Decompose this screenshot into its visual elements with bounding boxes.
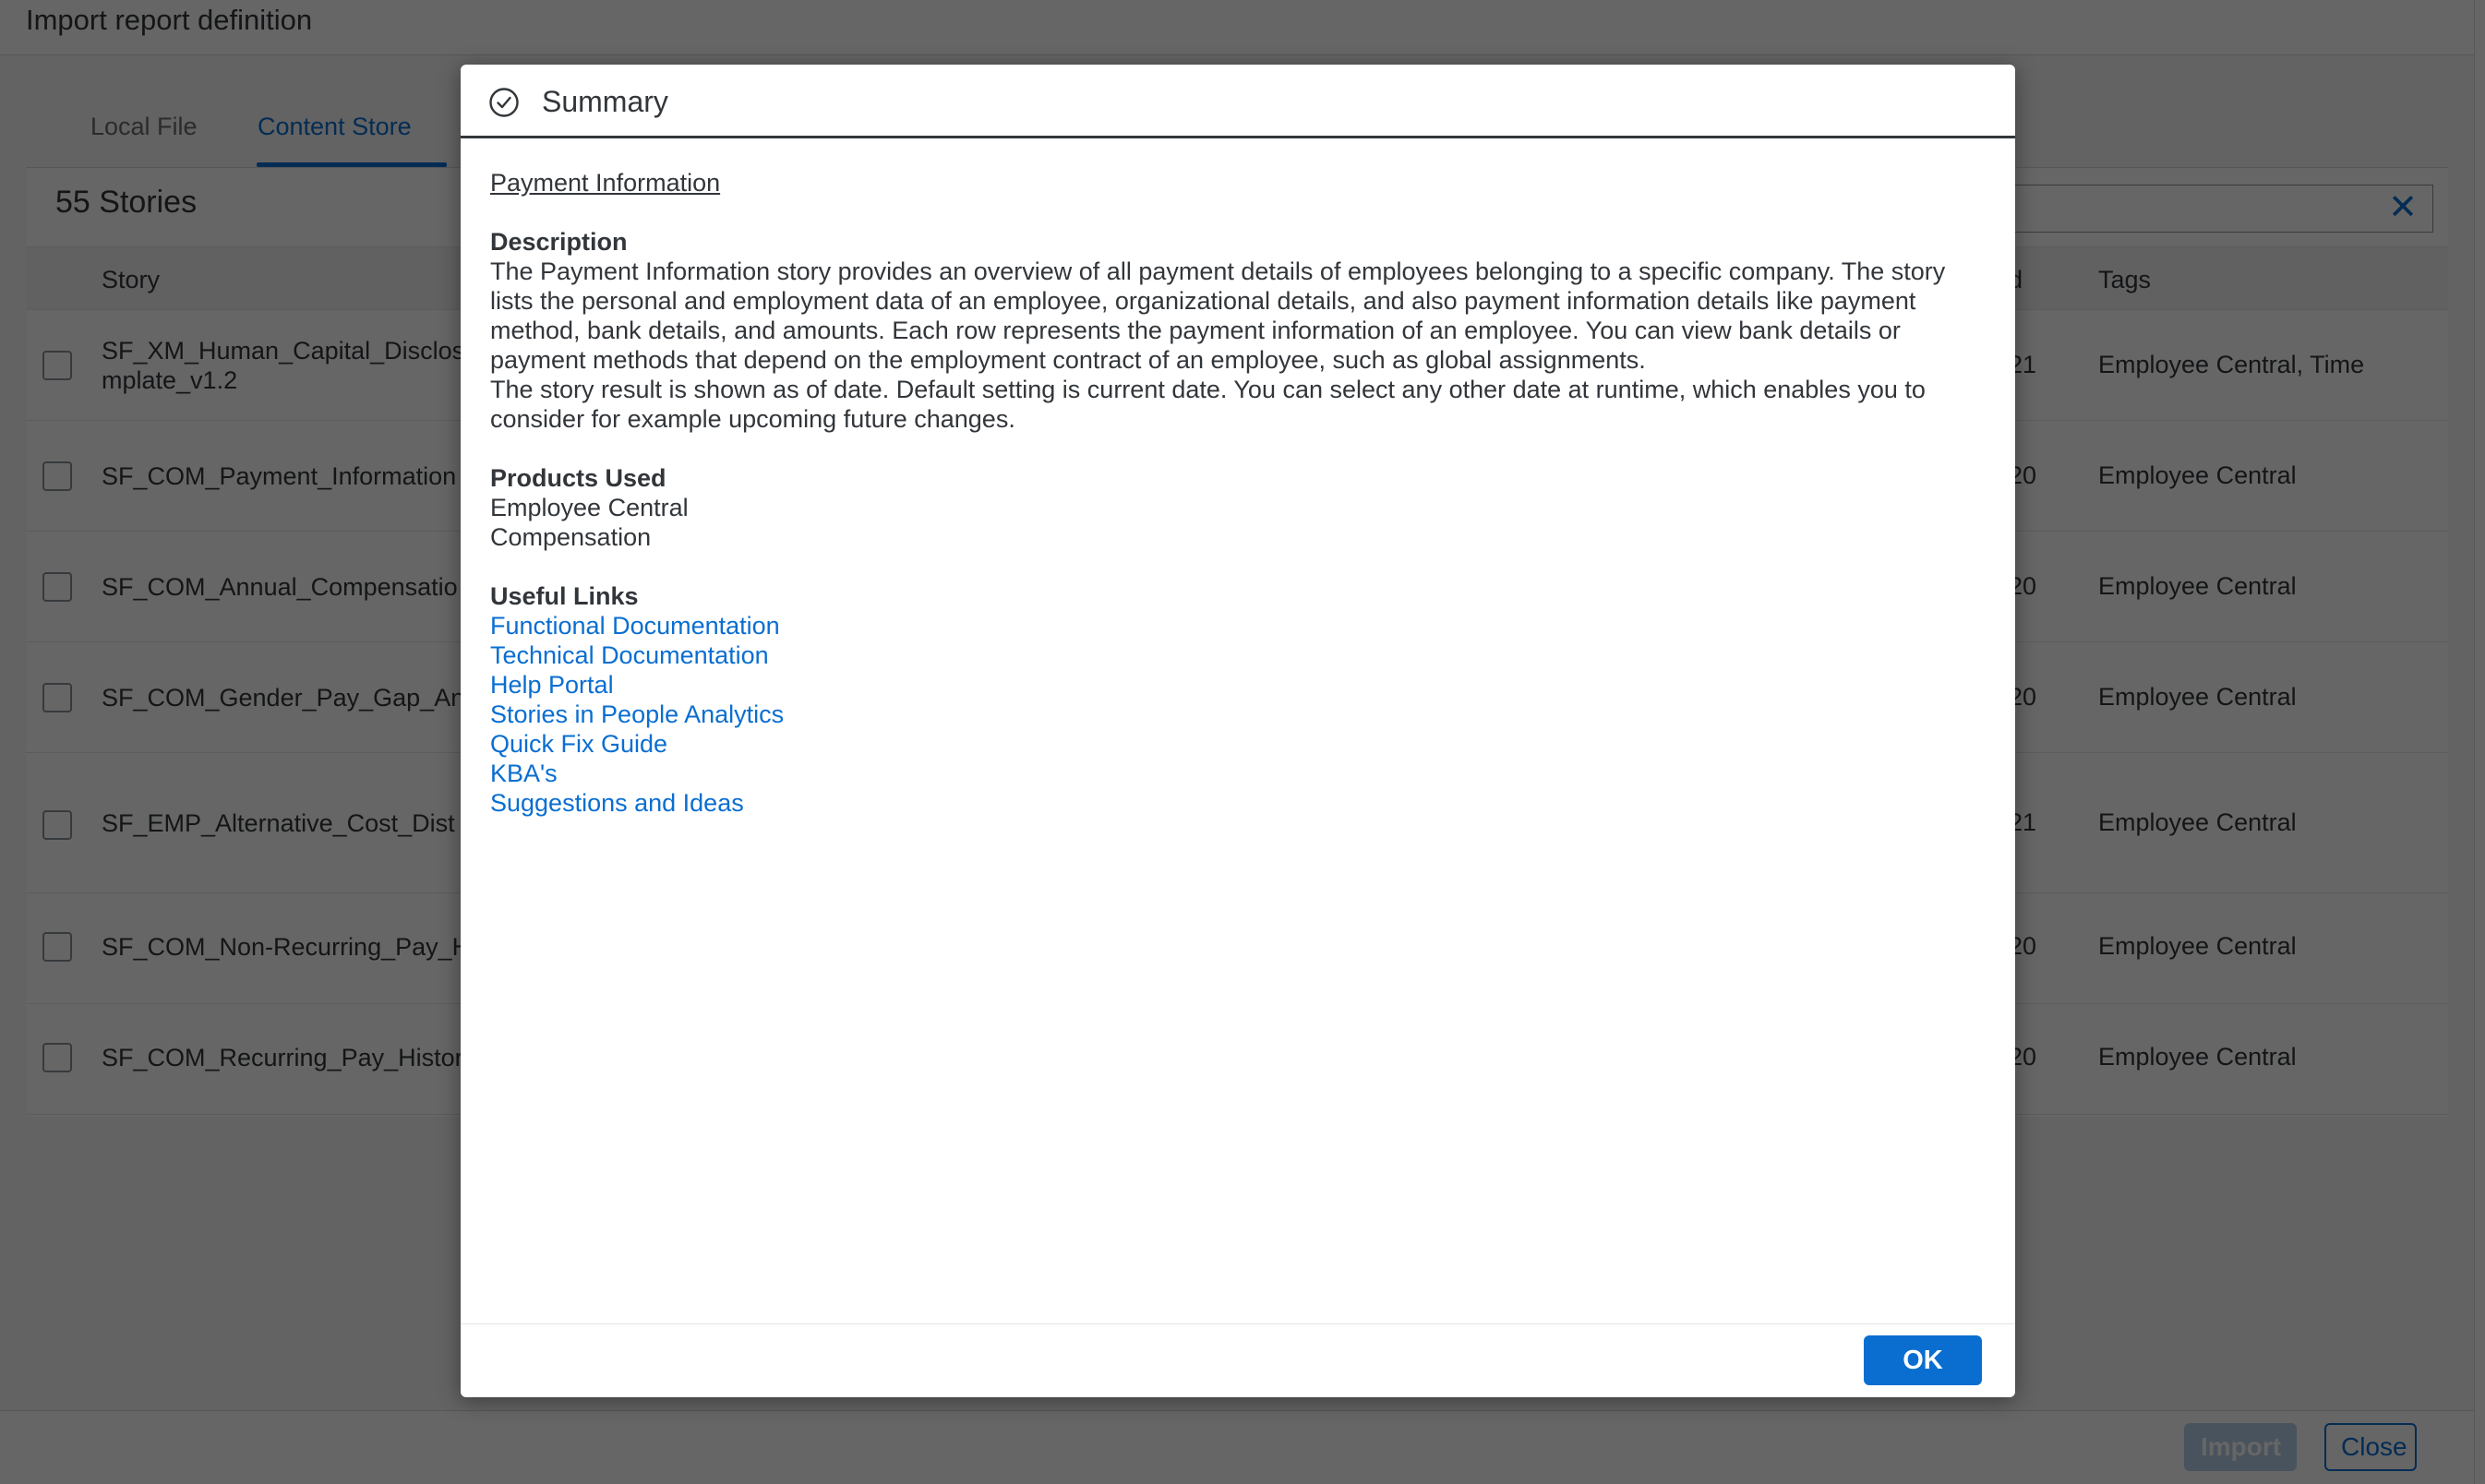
- link-quick-fix-guide[interactable]: Quick Fix Guide: [490, 730, 668, 758]
- product-item: Employee Central: [490, 494, 689, 521]
- link-help-portal[interactable]: Help Portal: [490, 671, 614, 699]
- description-paragraph: The Payment Information story provides an overview of all payment details of employees belonging to a specific company. The story lists the personal and employment data of an employee, organizational details, and also payment information details like payment method, bank details, and amounts. Each row represents the payment information of an employee. You can view bank details or payment methods that depend on the employment contract of an employee, such as global assignments.: [490, 257, 1946, 374]
- story-title: Payment Information: [490, 169, 721, 197]
- dialog-title: Summary: [542, 85, 668, 118]
- product-item: Compensation: [490, 523, 652, 551]
- link-suggestions-ideas[interactable]: Suggestions and Ideas: [490, 789, 744, 817]
- link-functional-documentation[interactable]: Functional Documentation: [490, 612, 780, 640]
- check-circle-icon: [488, 87, 520, 118]
- products-heading: Products Used: [490, 464, 666, 492]
- description-paragraph: The story result is shown as of date. Default setting is current date. You can select any other date at runtime, which enables you to consider for example upcoming future changes.: [490, 376, 1926, 433]
- dialog-footer: [461, 1323, 2015, 1397]
- links-heading: Useful Links: [490, 582, 639, 610]
- dialog-header: [461, 65, 2015, 138]
- ok-button[interactable]: OK: [1864, 1335, 1982, 1385]
- summary-dialog: [461, 65, 2015, 1397]
- dialog-body: [490, 168, 1986, 818]
- link-stories-people-analytics[interactable]: Stories in People Analytics: [490, 700, 785, 728]
- link-kbas[interactable]: KBA's: [490, 760, 558, 787]
- link-technical-documentation[interactable]: Technical Documentation: [490, 641, 769, 669]
- description-heading: Description: [490, 228, 628, 256]
